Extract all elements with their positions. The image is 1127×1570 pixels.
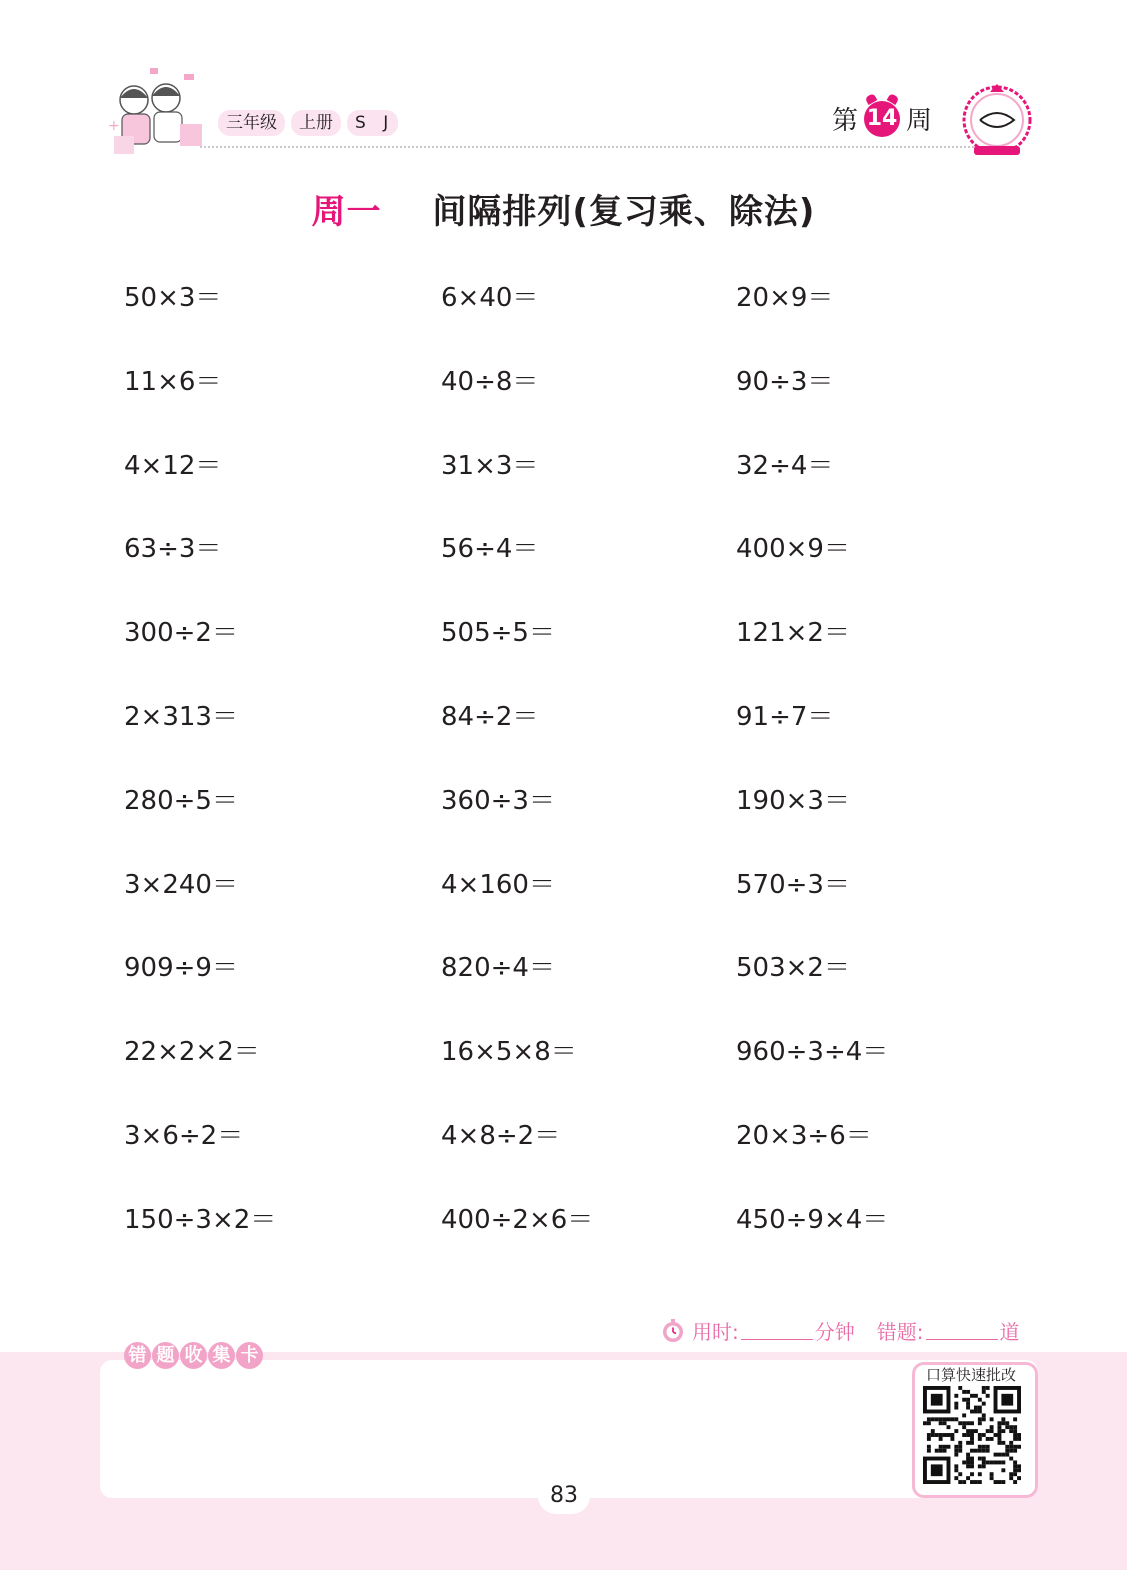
problem-item: 3×6÷2＝: [124, 1120, 244, 1151]
problem-item: 4×12＝: [124, 450, 222, 481]
problem-item: 360÷3＝: [441, 785, 555, 816]
problem-item: 909÷9＝: [124, 953, 238, 984]
errors-blank[interactable]: [926, 1321, 998, 1340]
time-record: [660, 1316, 1020, 1345]
time-label: 用时:: [692, 1320, 739, 1344]
title-topic: 间隔排列(复习乘、除法): [432, 192, 816, 232]
edition-tag: S J: [347, 110, 398, 136]
grade-tag: 三年级: [218, 110, 285, 136]
card-label-char: 错: [124, 1342, 151, 1369]
problem-item: 50×3＝: [124, 283, 222, 313]
problem-item: 4×8÷2＝: [441, 1120, 561, 1151]
problem-item: 40÷8＝: [441, 366, 539, 397]
problem-item: 22×2×2＝: [124, 1037, 260, 1068]
problem-item: 570÷3＝: [736, 869, 850, 900]
mistake-card-label: [124, 1342, 263, 1369]
header-divider: [200, 146, 990, 148]
week-number-badge: 14: [864, 101, 900, 137]
card-label-char: 题: [152, 1342, 179, 1369]
page-number: 83: [538, 1478, 590, 1514]
problem-item: 20×9＝: [736, 283, 834, 313]
problem-item: 300÷2＝: [124, 618, 238, 649]
problem-item: 280÷5＝: [124, 785, 238, 816]
problem-item: 820÷4＝: [441, 953, 555, 984]
problem-grid: [124, 276, 1016, 1282]
problem-item: 31×3＝: [441, 450, 539, 481]
card-label-char: 卡: [236, 1342, 263, 1369]
problem-item: 32÷4＝: [736, 450, 834, 481]
problem-item: 450÷9×4＝: [736, 1204, 889, 1235]
qr-code-icon[interactable]: [922, 1386, 1022, 1484]
problem-item: 2×313＝: [124, 701, 238, 732]
brand-seal-logo: [960, 80, 1034, 160]
title-day: 周一: [311, 192, 382, 232]
term-tag: 上册: [291, 110, 341, 136]
problem-item: 960÷3÷4＝: [736, 1037, 889, 1068]
card-label-char: 集: [208, 1342, 235, 1369]
page-title: [0, 184, 1127, 233]
errors-label: 错题:: [876, 1320, 924, 1344]
qr-caption: 口算快速批改: [926, 1366, 1017, 1384]
card-label-char: 收: [180, 1342, 207, 1369]
problem-item: 150÷3×2＝: [124, 1204, 277, 1235]
problem-item: 91÷7＝: [736, 701, 834, 732]
problem-item: 505÷5＝: [441, 618, 555, 649]
problem-item: 63÷3＝: [124, 534, 222, 565]
problem-item: 6×40＝: [441, 283, 539, 313]
problem-item: 20×3÷6＝: [736, 1120, 872, 1151]
week-prefix: 第: [832, 106, 859, 136]
kids-illustration: [104, 66, 210, 158]
problem-item: 121×2＝: [736, 618, 850, 649]
grade-tags: [218, 110, 398, 136]
week-suffix: 周: [906, 106, 933, 136]
problem-item: 400÷2×6＝: [441, 1204, 594, 1235]
problem-item: 11×6＝: [124, 366, 222, 397]
errors-unit: 道: [999, 1320, 1020, 1344]
problem-item: 84÷2＝: [441, 701, 539, 732]
problem-item: 3×240＝: [124, 869, 238, 900]
stopwatch-icon: [660, 1318, 686, 1344]
problem-item: 190×3＝: [736, 785, 850, 816]
problem-item: 16×5×8＝: [441, 1037, 577, 1068]
svg-text:+: +: [108, 118, 120, 134]
time-unit: 分钟: [814, 1320, 855, 1344]
problem-item: 56÷4＝: [441, 534, 539, 565]
time-blank[interactable]: [741, 1321, 813, 1340]
problem-item: 4×160＝: [441, 869, 555, 900]
problem-item: 503×2＝: [736, 953, 850, 984]
problem-item: 400×9＝: [736, 534, 850, 565]
week-indicator: [832, 100, 932, 137]
problem-item: 90÷3＝: [736, 366, 834, 397]
